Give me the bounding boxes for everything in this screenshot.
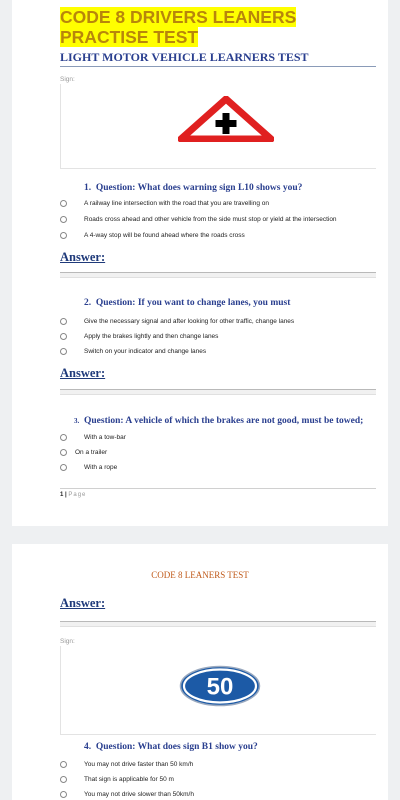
- answer-field-3[interactable]: [60, 621, 376, 627]
- option-2b[interactable]: Apply the brakes lightly and then change lanes: [60, 330, 218, 342]
- sign-label: Sign:: [60, 76, 75, 83]
- document-subtitle: LIGHT MOTOR VEHICLE LEARNERS TEST: [60, 50, 309, 64]
- svg-text:50: 50: [206, 673, 234, 701]
- option-1a[interactable]: A railway line intersection with the road that you are travelling on: [60, 197, 269, 209]
- radio-button[interactable]: [60, 464, 67, 471]
- footer-rule: [60, 488, 376, 489]
- speed-limit-sign-icon: [179, 665, 261, 707]
- radio-button[interactable]: [60, 761, 67, 768]
- radio-button[interactable]: [60, 333, 67, 340]
- option-1c[interactable]: A 4-way stop will be found ahead where the roads cross: [60, 229, 245, 241]
- sign-label: Sign:: [60, 638, 75, 645]
- radio-button[interactable]: [60, 449, 67, 456]
- option-3b[interactable]: On a trailer: [60, 446, 107, 458]
- option-4c[interactable]: You may not drive slower than 50km/h: [60, 788, 194, 800]
- radio-button[interactable]: [60, 791, 67, 798]
- option-4b[interactable]: That sign is applicable for 50 m: [60, 773, 174, 785]
- question-4: 4. Question: What does sign B1 show you?: [84, 742, 258, 752]
- question-3: 3. Question: A vehicle of which the brakes are not good, must be towed;: [74, 416, 364, 426]
- option-3c[interactable]: With a rope: [60, 461, 117, 473]
- radio-button[interactable]: [60, 232, 67, 239]
- page-number: 1 | Page: [60, 492, 87, 498]
- answer-field-2[interactable]: [60, 389, 376, 395]
- warning-sign-crossroads-icon: [178, 96, 274, 142]
- answer-label-3: Answer:: [60, 596, 106, 610]
- radio-button[interactable]: [60, 200, 67, 207]
- document-page-1: [12, 0, 388, 526]
- option-1b[interactable]: Roads cross ahead and other vehicle from the side must stop or yield at the intersection: [60, 213, 337, 225]
- option-2a[interactable]: Give the necessary signal and after looking for other traffic, change lanes: [60, 315, 294, 327]
- answer-field-1[interactable]: [60, 272, 376, 278]
- option-2c[interactable]: Switch on your indicator and change lanes: [60, 345, 206, 357]
- title-rule: [60, 66, 376, 67]
- option-4a[interactable]: You may not drive faster than 50 km/h: [60, 758, 193, 770]
- radio-button[interactable]: [60, 318, 67, 325]
- radio-button[interactable]: [60, 216, 67, 223]
- page-header: CODE 8 LEANERS TEST: [151, 570, 249, 580]
- radio-button[interactable]: [60, 348, 67, 355]
- answer-label-1: Answer:: [60, 250, 106, 264]
- option-3a[interactable]: With a tow-bar: [60, 431, 126, 443]
- answer-label-2: Answer:: [60, 366, 106, 380]
- question-1: 1. Question: What does warning sign L10 shows you?: [84, 183, 303, 193]
- radio-button[interactable]: [60, 434, 67, 441]
- radio-button[interactable]: [60, 776, 67, 783]
- question-2: 2. Question: If you want to change lanes, you must: [84, 298, 291, 308]
- document-page-2: [12, 544, 388, 800]
- document-title: CODE 8 DRIVERS LEANERS PRACTISE TEST: [60, 7, 297, 47]
